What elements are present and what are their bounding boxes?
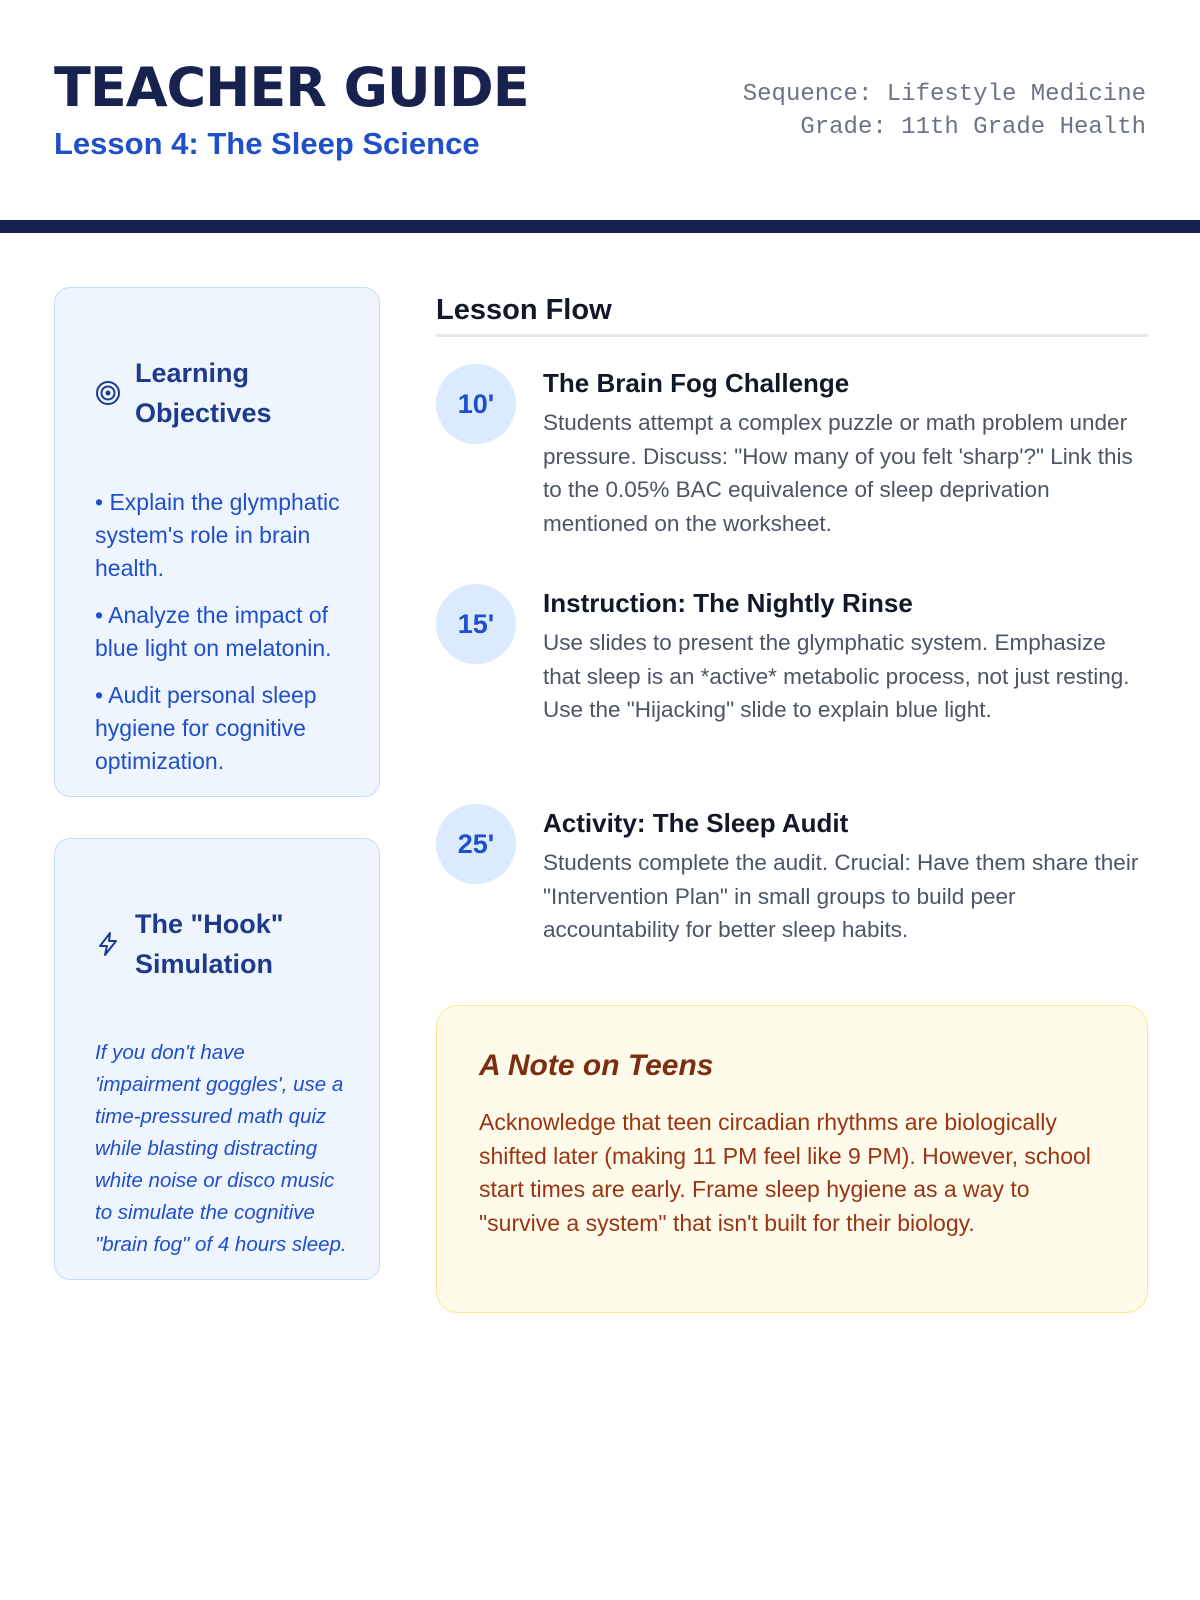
learning-objectives-card bbox=[54, 287, 380, 797]
objectives-title: Learning Objectives bbox=[135, 358, 272, 428]
page-title: TEACHER GUIDE bbox=[54, 56, 529, 119]
duration-badge: 25' bbox=[436, 804, 516, 884]
page-header bbox=[0, 0, 1200, 220]
objectives-header bbox=[95, 326, 349, 460]
step-title: The Brain Fog Challenge bbox=[543, 368, 850, 398]
hook-header bbox=[95, 877, 349, 1011]
lesson-flow-heading: Lesson Flow bbox=[436, 290, 1148, 337]
duration-badge: 10' bbox=[436, 364, 516, 444]
step-body bbox=[543, 364, 1148, 540]
step-body bbox=[543, 584, 1148, 727]
step-title: Activity: The Sleep Audit bbox=[543, 808, 849, 838]
step-description: Students complete the audit. Crucial: Have them share their "Intervention Plan" in small groups to build peer accountability for better sleep habits. bbox=[543, 850, 1139, 942]
objective-item: • Audit personal sleep hygiene for cognitive optimization. bbox=[95, 682, 317, 774]
sequence-label: Sequence: Lifestyle Medicine bbox=[742, 81, 1146, 108]
hook-description: If you don't have 'impairment goggles', use a time-pressured math quiz while blasting distracting white noise or disco music to simulate the cognitive "brain fog" of 4 hours sleep. bbox=[95, 1041, 347, 1256]
hook-title: The "Hook" Simulation bbox=[135, 909, 284, 979]
teen-note-callout bbox=[436, 1005, 1148, 1313]
lesson-flow bbox=[436, 290, 1148, 942]
objective-item: • Analyze the impact of blue light on melatonin. bbox=[95, 602, 332, 661]
header-divider bbox=[0, 220, 1200, 233]
grade-label: Grade: 11th Grade Health bbox=[800, 114, 1146, 141]
step-title: Instruction: The Nightly Rinse bbox=[543, 588, 913, 618]
step-description: Use slides to present the glymphatic system. Emphasize that sleep is an *active* metabolic process, not just resting. Use the "Hijacking" slide to explain blue light. bbox=[543, 630, 1130, 722]
step-body bbox=[543, 804, 1148, 947]
note-title: A Note on Teens bbox=[479, 1049, 714, 1082]
note-text: Acknowledge that teen circadian rhythms are biologically shifted later (making 11 PM feel like 9 PM). However, school start times are early. Frame sleep hygiene as a way to "survive a system" that isn't built for their biology. bbox=[479, 1109, 1091, 1236]
lesson-meta bbox=[743, 78, 1146, 144]
lesson-subtitle: Lesson 4: The Sleep Science bbox=[54, 126, 480, 161]
objective-item: • Explain the glymphatic system's role in brain health. bbox=[95, 489, 340, 581]
duration-badge: 15' bbox=[436, 584, 516, 664]
hook-simulation-card bbox=[54, 838, 380, 1280]
lightning-icon bbox=[95, 931, 121, 957]
objectives-list bbox=[95, 486, 349, 778]
target-icon bbox=[95, 380, 121, 406]
step-description: Students attempt a complex puzzle or math problem under pressure. Discuss: "How many of you felt 'sharp'?" Link this to the 0.05% BAC equivalence of sleep deprivation mentioned on the worksheet. bbox=[543, 410, 1133, 536]
